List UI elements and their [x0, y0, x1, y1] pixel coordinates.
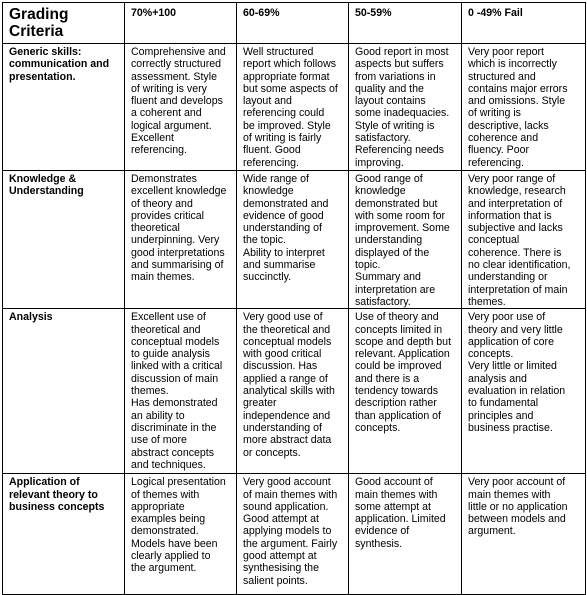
table-cell: Excellent use of theoretical and conceptual models to guide analysis linked with a critical discussion of main themes. Has demonstrated an ability to discriminate in the use of more abstract concepts and techniques.	[125, 309, 237, 474]
table-row	[3, 309, 586, 474]
band-50-59-header: 50-59%	[349, 3, 462, 44]
criterion-knowledge-understanding: Knowledge & Understanding	[3, 171, 125, 309]
table-cell: Comprehensive and correctly structured assessment. Style of writing is very fluent and develops a coherent and logical argument. Excellent referencing.	[125, 44, 237, 171]
band-70-100-header: 70%+100	[125, 3, 237, 44]
table-cell: Wide range of knowledge demonstrated and evidence of good understanding of the topic. Ability to interpret and summarise succinctly.	[237, 171, 349, 309]
grading-criteria-table	[2, 2, 586, 595]
table-cell: Very poor report which is incorrectly structured and contains major errors and omissions. Style of writing is descriptive, lacks coherence and fluency. Poor referencing.	[462, 44, 586, 171]
band-fail-header: 0 -49% Fail	[462, 3, 586, 44]
table-cell: Good account of main themes with some attempt at application. Limited evidence of synthesis.	[349, 474, 462, 595]
table-cell: Very poor account of main themes with little or no application between models and argument.	[462, 474, 586, 595]
table-row	[3, 44, 586, 171]
criterion-application-of-theory: Application of relevant theory to business concepts	[3, 474, 125, 595]
table-cell: Use of theory and concepts limited in scope and depth but relevant. Application could be improved and there is a tendency towards description rather than application of concepts.	[349, 309, 462, 474]
header-row	[3, 3, 586, 44]
table-cell: Demonstrates excellent knowledge of theory and provides critical theoretical underpinning. Very good interpretations and summarising of main themes.	[125, 171, 237, 309]
table-cell: Very good account of main themes with sound application. Good attempt at applying models to the argument. Fairly good attempt at synthesising the salient points.	[237, 474, 349, 595]
table-cell: Good range of knowledge demonstrated but with some room for improvement. Some understanding displayed of the topic. Summary and interpretation are satisfactory.	[349, 171, 462, 309]
table-cell: Well structured report which follows appropriate format but some aspects of layout and referencing could be improved. Style of writing is fairly fluent. Good referencing.	[237, 44, 349, 171]
band-60-69-header: 60-69%	[237, 3, 349, 44]
table-row	[3, 171, 586, 309]
table-cell: Good report in most aspects but suffers from variations in quality and the layout contains some inadequacies. Style of writing is satisfactory. Referencing needs improving.	[349, 44, 462, 171]
table-row	[3, 474, 586, 595]
table-cell: Logical presentation of themes with appropriate examples being demonstrated. Models have been clearly applied to the argument.	[125, 474, 237, 595]
criterion-analysis: Analysis	[3, 309, 125, 474]
criterion-generic-skills: Generic skills: communication and presentation.	[3, 44, 125, 171]
grading-criteria-heading: Grading Criteria	[3, 3, 125, 44]
table-cell: Very poor range of knowledge, research and interpretation of information that is subjective and lacks conceptual coherence. There is no clear identification, understanding or interpretation of main themes.	[462, 171, 586, 309]
table-cell: Very poor use of theory and very little application of core concepts. Very little or limited analysis and evaluation in relation to fundamental principles and business practise.	[462, 309, 586, 474]
table-cell: Very good use of the theoretical and conceptual models with good critical discussion. Has applied a range of analytical skills with greater independence and understanding of more abstract data or concepts.	[237, 309, 349, 474]
